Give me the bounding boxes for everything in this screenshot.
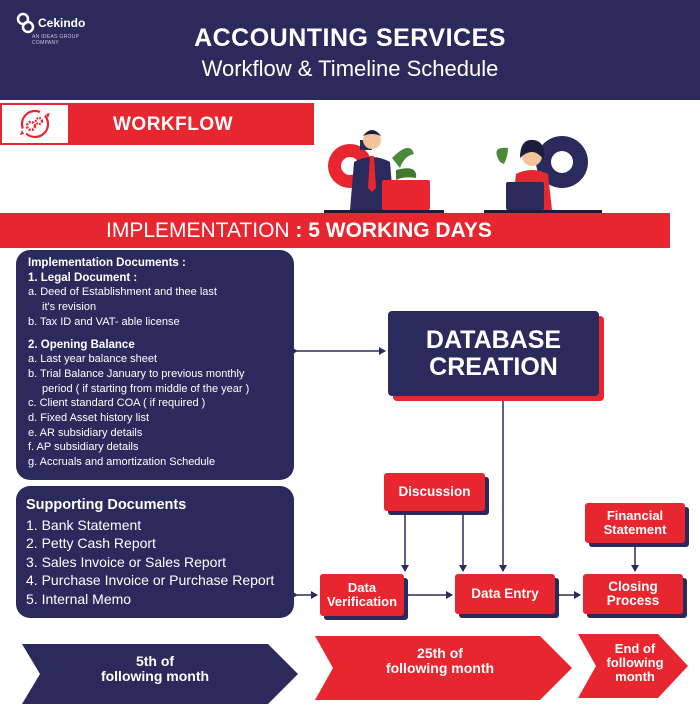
data-verification-box (320, 574, 404, 616)
stage3-line2: following (606, 655, 664, 670)
supporting-documents-title: Supporting Documents (26, 497, 187, 513)
closing-line1: Closing (608, 579, 658, 594)
financial-statement-box (585, 503, 685, 543)
stage2-line2: following month (385, 660, 495, 676)
gears-cycle-icon (2, 105, 68, 143)
woman-at-laptop-illustration (484, 136, 602, 214)
page-title: ACCOUNTING SERVICES (194, 24, 506, 52)
legal-document-heading: 1. Legal Document : (28, 271, 138, 284)
supporting-item: 4. Purchase Invoice or Purchase Report (26, 572, 275, 588)
supporting-documents-box (16, 486, 294, 618)
stage1-line1: 5th of (135, 653, 175, 669)
page-subtitle: Workflow & Timeline Schedule (201, 56, 499, 81)
timeline-stage3-label (590, 642, 680, 684)
stage3-line1: End of (614, 641, 656, 656)
legal-item: b. Tax ID and VAT- able license (28, 315, 180, 328)
legal-item-continued: it's revision (42, 301, 97, 314)
man-at-laptop-illustration (324, 130, 444, 214)
opening-item: a. Last year balance sheet (28, 353, 158, 366)
opening-item: b. Trial Balance January to previous monthly (28, 367, 245, 380)
implementation-prefix: IMPLEMENTATION (106, 219, 290, 242)
workflow-label: WORKFLOW (113, 114, 234, 135)
data-entry-box (455, 574, 555, 614)
supporting-item: 1. Bank Statement (26, 516, 142, 533)
closing-line2: Process (606, 593, 660, 608)
implementation-documents-title: Implementation Documents : (28, 257, 186, 269)
timeline (0, 632, 700, 708)
database-line1: DATABASE (425, 325, 562, 354)
implementation-documents-box (16, 250, 294, 480)
legal-item: a. Deed of Establishment and thee last (28, 286, 217, 299)
timeline-stage1-label (95, 654, 215, 684)
supporting-item: 2. Petty Cash Report (26, 535, 156, 551)
supporting-item: 3. Sales Invoice or Sales Report (26, 553, 226, 570)
supporting-item: 5. Internal Memo (26, 590, 132, 607)
opening-balance-heading: 2. Opening Balance (28, 338, 135, 351)
opening-item: g. Accruals and amortization Schedule (28, 456, 216, 469)
workflow-icon-box (0, 103, 70, 145)
office-workers-illustration (310, 118, 610, 214)
opening-item-continued: period ( if starting from middle of the year ) (42, 382, 250, 395)
closing-process-box (583, 574, 683, 614)
data-entry-label: Data Entry (471, 586, 539, 601)
opening-item: e. AR subsidiary details (28, 426, 143, 439)
workflow-banner (0, 103, 314, 145)
opening-item: c. Client standard COA ( if required ) (28, 397, 206, 410)
opening-item: f. AP subsidiary details (28, 441, 139, 454)
opening-item: d. Fixed Asset history list (28, 412, 150, 425)
financial-line1: Financial (606, 508, 664, 523)
database-creation-box (388, 311, 599, 396)
implementation-days: 5 WORKING DAYS (308, 219, 492, 242)
header (0, 0, 700, 100)
verification-line1: Data (347, 580, 377, 595)
implementation-banner (0, 213, 670, 248)
discussion-label: Discussion (398, 484, 471, 499)
timeline-stage2-label (370, 646, 510, 676)
financial-line2: Statement (603, 522, 667, 537)
brand-name: Cekindo (38, 16, 86, 30)
implementation-separator: : (289, 219, 309, 242)
discussion-box (384, 473, 485, 511)
brand-tagline: AN IDEAS GROUP COMPANY (32, 34, 80, 46)
stage1-line2: following month (100, 668, 210, 684)
stage3-line3: month (615, 669, 655, 684)
implementation-duration (106, 219, 492, 243)
stage2-line1: 25th of (417, 645, 463, 661)
verification-line2: Verification (326, 594, 398, 609)
database-line2: CREATION (429, 352, 558, 381)
